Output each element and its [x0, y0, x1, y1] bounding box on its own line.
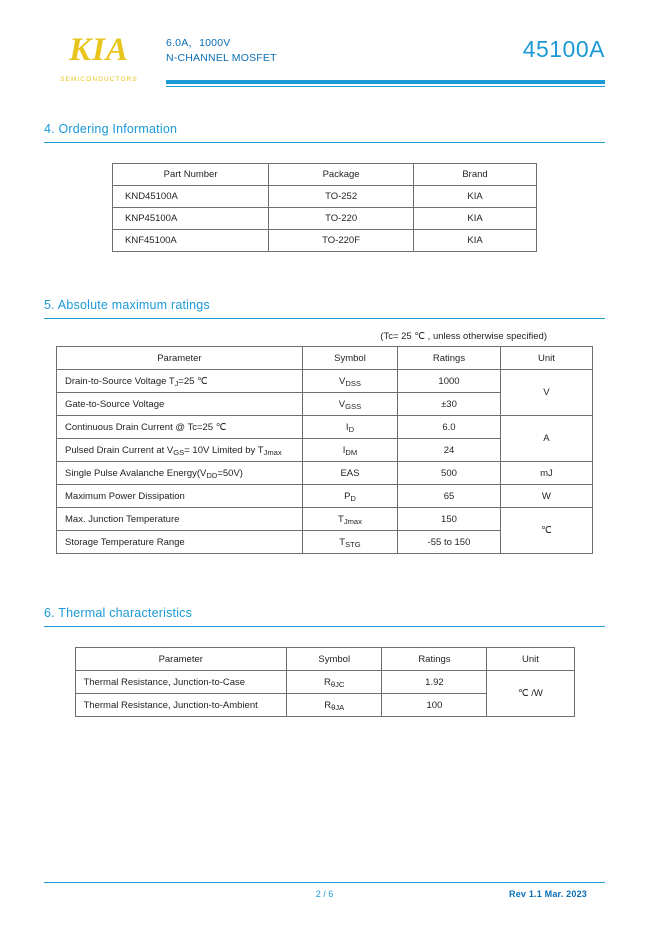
- table-row: [57, 416, 593, 439]
- footer-row: [44, 889, 605, 903]
- cell-parameter: Thermal Resistance, Junction-to-Ambient: [75, 694, 286, 717]
- cell-parameter: Thermal Resistance, Junction-to-Case: [75, 671, 286, 694]
- section-rule-ordering: [44, 142, 605, 143]
- page-number: 2 / 6: [315, 889, 334, 899]
- section-rule-thermal: [44, 626, 605, 627]
- column-header-brand: Brand: [414, 164, 537, 186]
- cell-parameter: Storage Temperature Range: [57, 531, 303, 554]
- section-absolute-maximum-ratings: [44, 298, 605, 554]
- cell-brand: KIA: [414, 230, 537, 252]
- ordering-table: [112, 163, 537, 252]
- table-header-row: [113, 164, 537, 186]
- table-row: [113, 208, 537, 230]
- company-logo: [44, 34, 154, 83]
- revision-label: Rev 1.1 Mar. 2023: [509, 889, 587, 899]
- header-rule-thin: [166, 86, 605, 87]
- column-header-unit: Unit: [500, 347, 592, 370]
- cell-unit: A: [500, 416, 592, 462]
- cell-rating: 500: [398, 462, 501, 485]
- cell-rating: -55 to 150: [398, 531, 501, 554]
- logo-subtitle: SEMICONDUCTORS: [60, 76, 138, 83]
- section-title-thermal: 6. Thermal characteristics: [44, 606, 193, 620]
- cell-parameter: Max. Junction Temperature: [57, 508, 303, 531]
- cell-package: TO-220: [269, 208, 414, 230]
- column-header-package: Package: [269, 164, 414, 186]
- cell-symbol: $T_{Jmax}$: [302, 508, 397, 531]
- cell-parameter: Drain-to-Source Voltage $T_J=25$ ℃: [57, 370, 303, 393]
- cell-unit: W: [500, 485, 592, 508]
- cell-parameter: Continuous Drain Current @ Tc=25 ℃: [57, 416, 303, 439]
- cell-rating: 150: [398, 508, 501, 531]
- cell-symbol: $R_{\theta JC}$: [286, 671, 381, 694]
- cell-symbol: $T_{STG}$: [302, 531, 397, 554]
- cell-parameter: Pulsed Drain Current at $V_{GS}= 10V$ Limited by $T_{Jmax}$: [57, 439, 303, 462]
- cell-rating: 1.92: [382, 671, 487, 694]
- cell-symbol: EAS: [302, 462, 397, 485]
- cell-symbol: $R_{\theta JA}$: [286, 694, 381, 717]
- column-header-part-number: Part Number: [113, 164, 269, 186]
- part-number-heading: 45100A: [522, 36, 605, 62]
- cell-rating: ±30: [398, 393, 501, 416]
- table-header-row: [75, 648, 574, 671]
- footer-rule: [44, 882, 605, 883]
- table-row: [57, 485, 593, 508]
- cell-part-number: KNF45100A: [113, 230, 269, 252]
- cell-rating: 24: [398, 439, 501, 462]
- product-spec-line2: N-CHANNEL MOSFET: [166, 52, 277, 64]
- table-row: [113, 186, 537, 208]
- cell-symbol: $V_{DSS}$: [302, 370, 397, 393]
- section-thermal-characteristics: [44, 606, 605, 717]
- absolute-maximum-ratings-table: [56, 346, 593, 554]
- column-header-parameter: Parameter: [75, 648, 286, 671]
- cell-unit: mJ: [500, 462, 592, 485]
- section-rule-absolute: [44, 318, 605, 319]
- column-header-symbol: Symbol: [302, 347, 397, 370]
- cell-unit: ℃: [500, 508, 592, 554]
- table-row: [57, 370, 593, 393]
- product-spec-line1: 6.0A，1000V: [166, 37, 231, 49]
- table-row: [113, 230, 537, 252]
- page-header: [44, 28, 605, 100]
- table-row: [75, 671, 574, 694]
- datasheet-page: [0, 28, 649, 945]
- section-title-ordering: 4. Ordering Information: [44, 122, 178, 136]
- cell-symbol: $P_D$: [302, 485, 397, 508]
- cell-symbol: $I_{DM}$: [302, 439, 397, 462]
- cell-parameter: Maximum Power Dissipation: [57, 485, 303, 508]
- cell-package: TO-252: [269, 186, 414, 208]
- test-condition-note: (Tc= 25 ℃ , unless otherwise specified): [380, 331, 547, 342]
- logo-text: KIA: [69, 32, 129, 68]
- column-header-ratings: Ratings: [382, 648, 487, 671]
- cell-symbol: $V_{GSS}$: [302, 393, 397, 416]
- column-header-parameter: Parameter: [57, 347, 303, 370]
- cell-rating: 100: [382, 694, 487, 717]
- header-rule-thick: [166, 80, 605, 84]
- cell-rating: 1000: [398, 370, 501, 393]
- cell-rating: 6.0: [398, 416, 501, 439]
- section-ordering-information: [44, 122, 605, 252]
- table-header-row: [57, 347, 593, 370]
- page-footer: [44, 882, 605, 903]
- cell-rating: 65: [398, 485, 501, 508]
- cell-unit: V: [500, 370, 592, 416]
- thermal-characteristics-table: [75, 647, 575, 717]
- cell-brand: KIA: [414, 208, 537, 230]
- cell-symbol: $I_D$: [302, 416, 397, 439]
- cell-brand: KIA: [414, 186, 537, 208]
- cell-part-number: KND45100A: [113, 186, 269, 208]
- column-header-symbol: Symbol: [286, 648, 381, 671]
- column-header-ratings: Ratings: [398, 347, 501, 370]
- section-title-absolute: 5. Absolute maximum ratings: [44, 298, 210, 312]
- cell-package: TO-220F: [269, 230, 414, 252]
- cell-unit: ℃ /W: [487, 671, 574, 717]
- product-spec: [166, 36, 277, 66]
- cell-parameter: Gate-to-Source Voltage: [57, 393, 303, 416]
- table-row: [57, 462, 593, 485]
- cell-part-number: KNP45100A: [113, 208, 269, 230]
- table-row: [57, 508, 593, 531]
- column-header-unit: Unit: [487, 648, 574, 671]
- cell-parameter: Single Pulse Avalanche $Energy(V_{DD}=50V)$: [57, 462, 303, 485]
